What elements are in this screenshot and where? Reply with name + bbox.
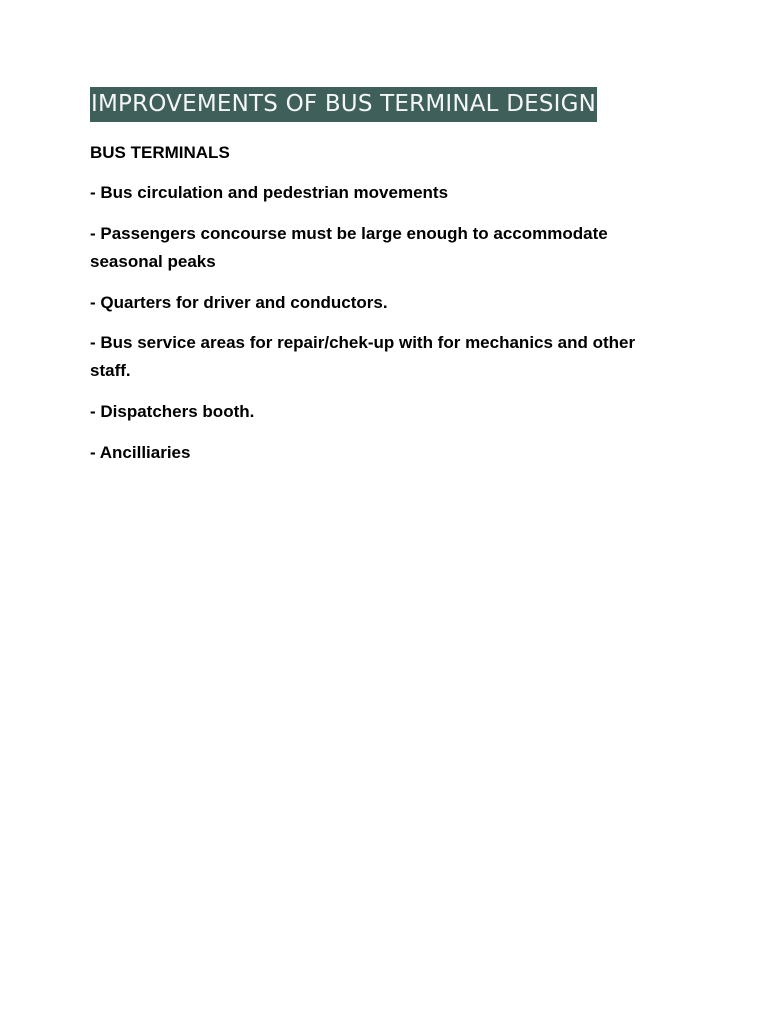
document-title: IMPROVEMENTS OF BUS TERMINAL DESIGN — [90, 87, 597, 122]
list-item: - Bus service areas for repair/chek-up with for mechanics and other — [90, 333, 636, 352]
list-item-continuation: seasonal peaks — [90, 252, 216, 271]
list-item: - Ancilliaries — [90, 443, 191, 462]
section-heading: BUS TERMINALS — [90, 143, 230, 162]
list-item: - Passengers concourse must be large enough to accommodate — [90, 224, 608, 243]
list-item: - Dispatchers booth. — [90, 402, 255, 421]
list-item: - Bus circulation and pedestrian movements — [90, 183, 449, 202]
list-item: - Quarters for driver and conductors. — [90, 293, 388, 312]
list-item-continuation: staff. — [90, 361, 131, 380]
